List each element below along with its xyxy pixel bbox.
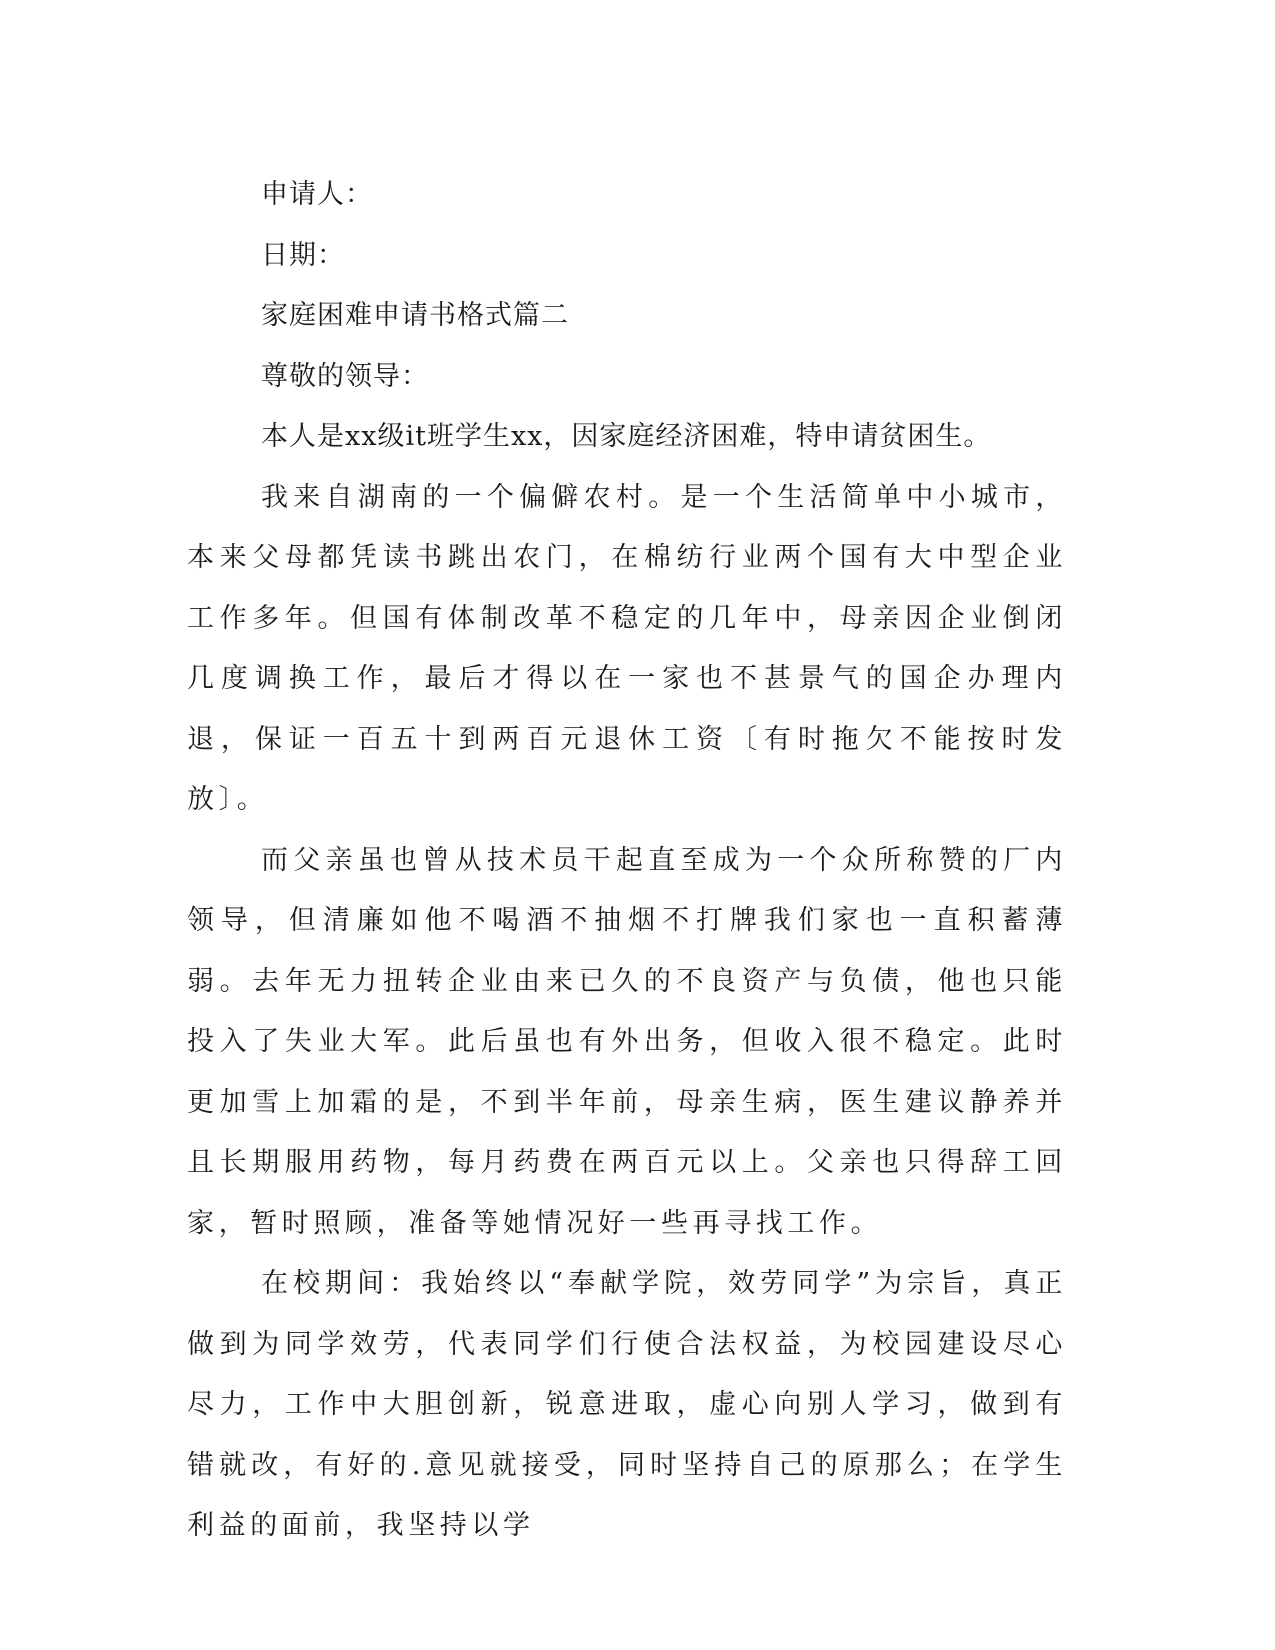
paragraph-family-background: 我来自湖南的一个偏僻农村。是一个生活简单中小城市，本来父母都凭读书跳出农门，在棉纺行业两个国有大中型企业工作多年。但国有体制改革不稳定的几年中，母亲因企业倒闭几度调换工作，最后才得以在一家也不甚景气的国企办理内退，保证一百五十到两百元退休工资〔有时拖欠不能按时发放〕。 [187,481,1067,815]
paragraph-school: 在校期间：我始终以“奉献学院，效劳同学”为宗旨，真正做到为同学效劳，代表同学们行使合法权益，为校园建设尽心尽力，工作中大胆创新，锐意进取，虚心向别人学习，做到有错就改，有好的.意见就接受，同时坚持自己的原那么；在学生利益的面前，我坚持以学 [187,1268,1067,1541]
salutation: 尊敬的领导： [261,360,429,392]
letter-body [187,165,1067,1557]
section-title: 家庭困难申请书格式篇二 [261,300,569,331]
applicant-label: 申请人： [261,179,373,210]
date-label: 日期： [261,239,345,271]
intro-line: 本人是xx级it班学生xx，因家庭经济困难，特申请贫困生。 [261,421,992,452]
paragraph-father: 而父亲虽也曾从技术员干起直至成为一个众所称赞的厂内领导，但清廉如他不喝酒不抽烟不打牌我们家也一直积蓄薄弱。去年无力扭转企业由来已久的不良资产与负债，他也只能投入了失业大军。此后虽也有外出务，但收入很不稳定。此时更加雪上加霜的是，不到半年前，母亲生病，医生建议静养并且长期服用药物，每月药费在两百元以上。父亲也只得辞工回家，暂时照顾，准备等她情况好一些再寻找工作。 [187,844,1067,1239]
